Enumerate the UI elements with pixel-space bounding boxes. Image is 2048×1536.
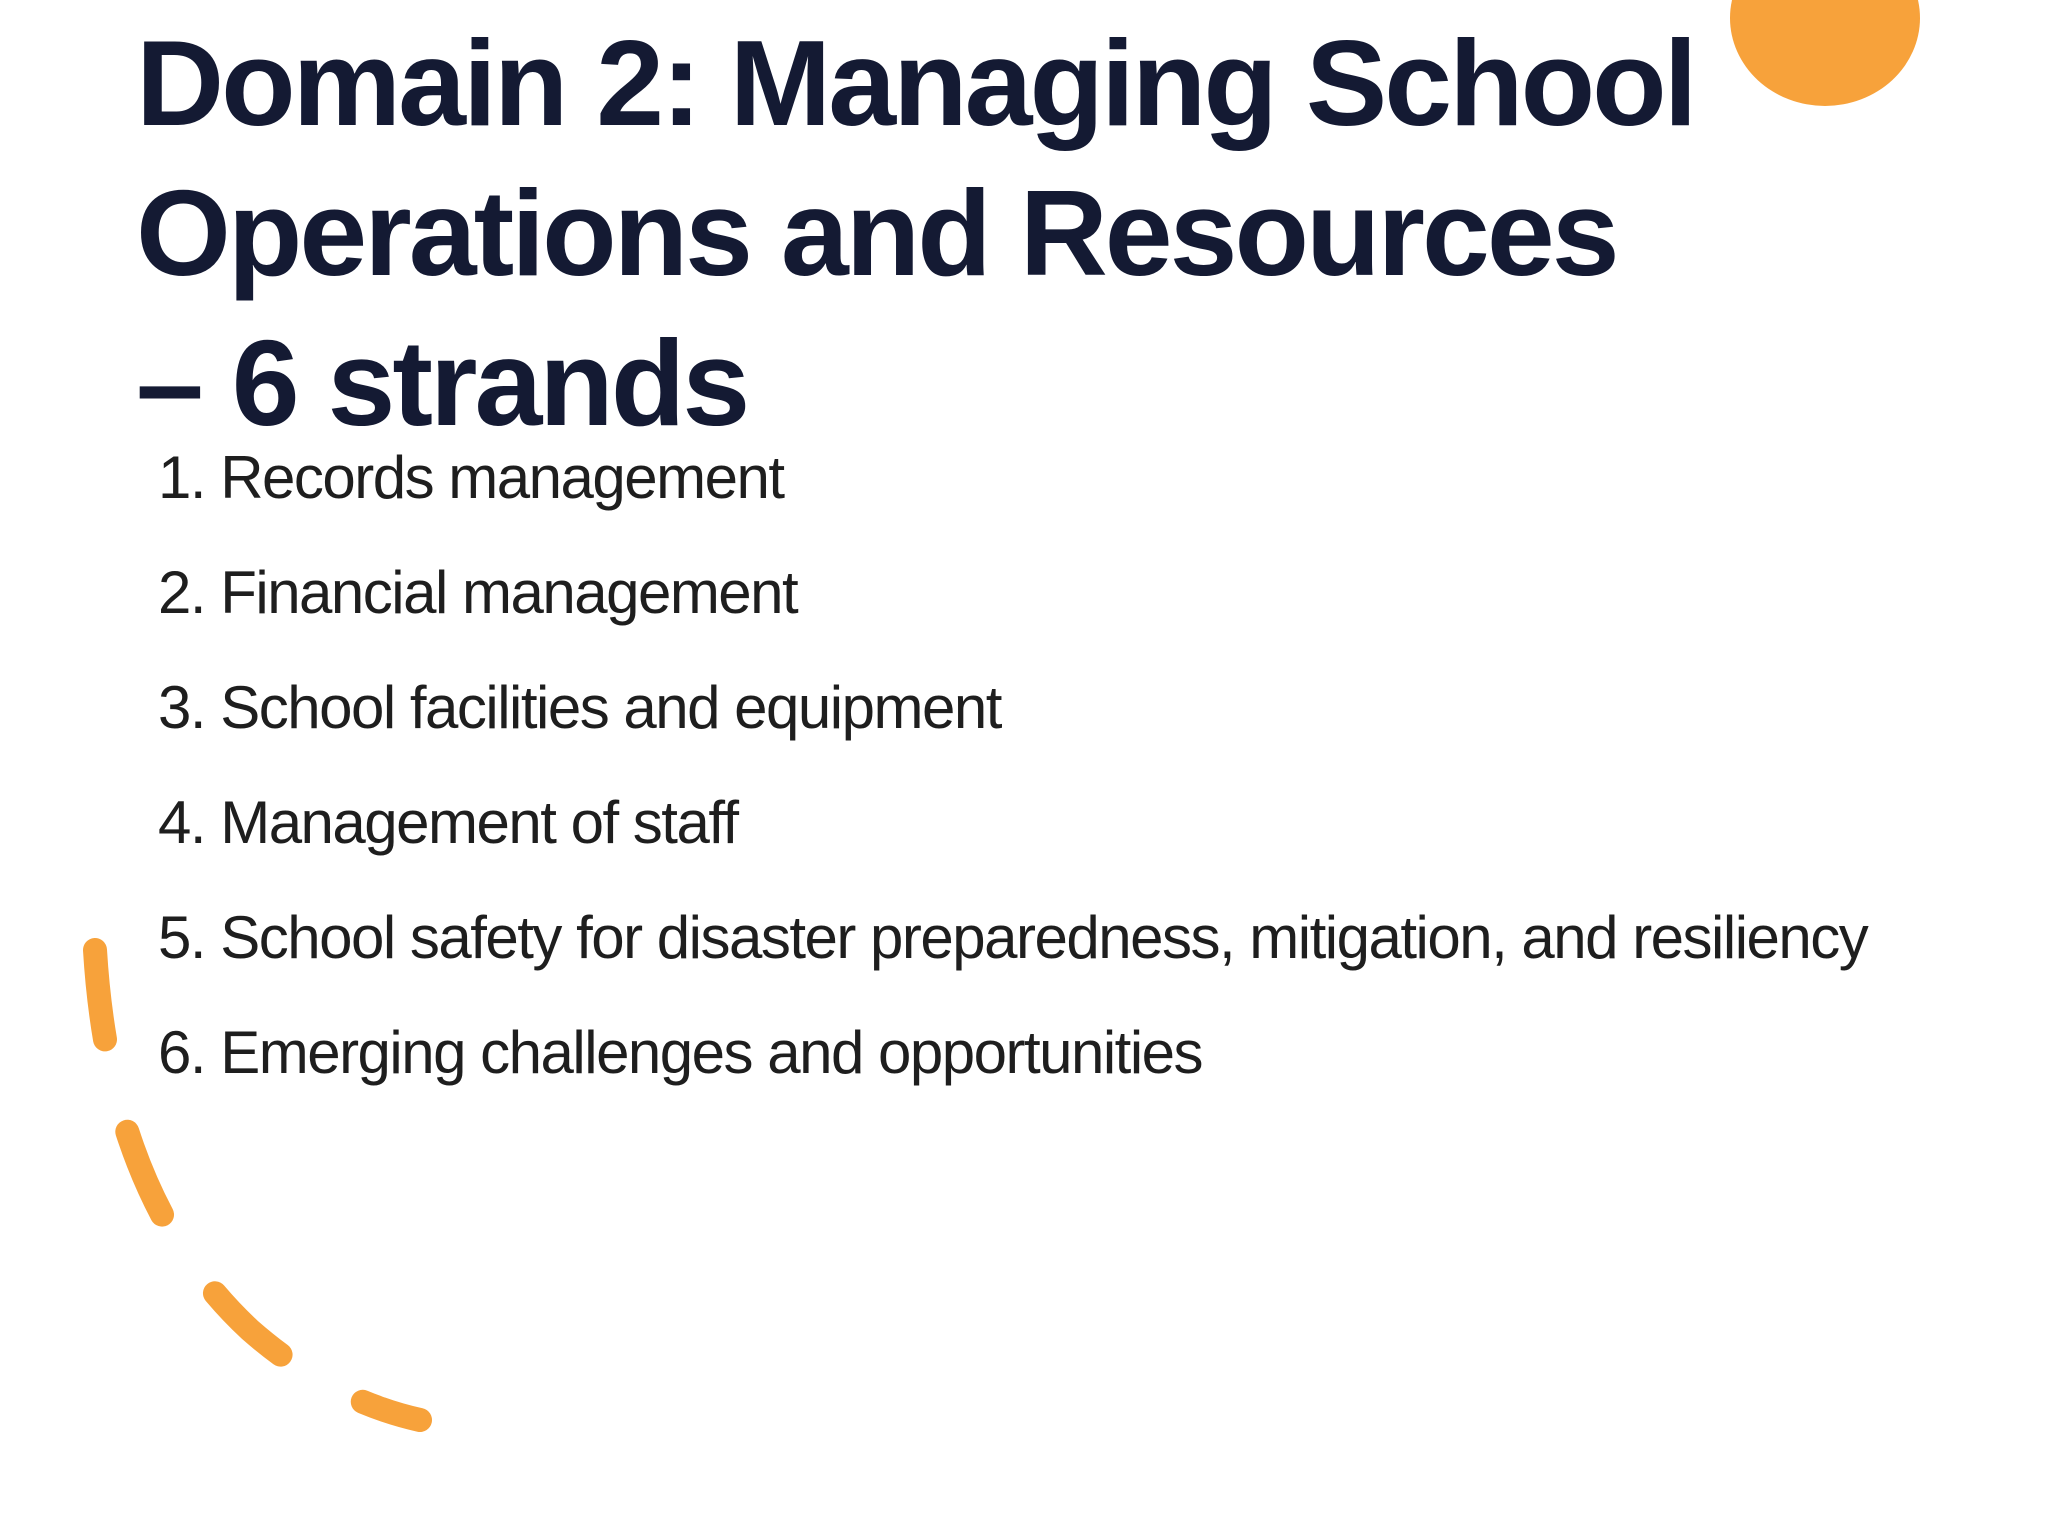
strand-item-2: 2. Financial management	[158, 559, 798, 626]
strand-list	[158, 420, 1918, 1110]
strand-item-4: 4. Management of staff	[158, 789, 738, 856]
strand-item-6: 6. Emerging challenges and opportunities	[158, 1019, 1203, 1086]
strand-item-5: 5. School safety for disaster preparedness, mitigation, and resiliency	[158, 904, 1868, 971]
strand-item-3: 3. School facilities and equipment	[158, 674, 1001, 741]
strand-item-1: 1. Records management	[158, 444, 784, 511]
orange-circle-decoration-icon	[1730, 0, 1920, 106]
slide-title: Domain 2: Managing School Operations and Resources – 6 strands	[136, 15, 1695, 451]
